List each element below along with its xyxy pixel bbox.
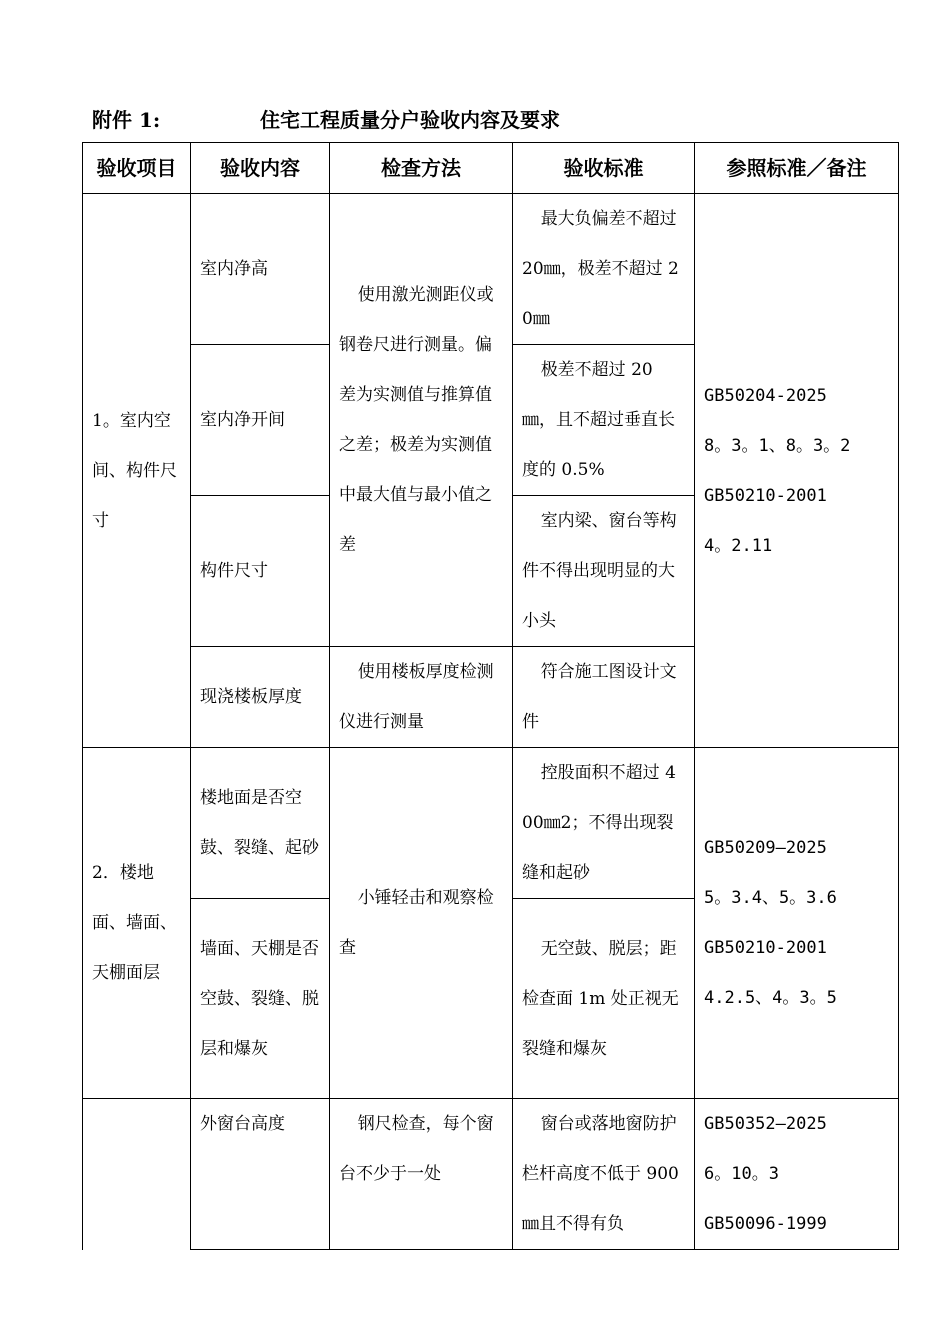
section1-reference-4: 4。2.11 <box>704 535 773 556</box>
section3-reference-3: GB50096-1999 <box>704 1214 827 1234</box>
section1-standard-3-cell <box>513 496 695 647</box>
section2-standard-1-cell <box>513 748 695 899</box>
section3-item-cell <box>83 1099 191 1250</box>
section3-reference-1: GB50352—2025 <box>704 1114 827 1134</box>
section1-reference-cell <box>695 194 899 748</box>
inspection-table <box>82 142 899 1250</box>
section1-method-4: 使用楼板厚度检测仪进行测量 <box>339 662 494 732</box>
column-header-reference: 参照标准／备注 <box>695 143 899 194</box>
section1-item-cell <box>83 194 191 748</box>
section1-reference-1: GB50204-2025 <box>704 385 827 406</box>
table-header-row <box>83 143 899 194</box>
section1-standard-4: 符合施工图设计文件 <box>522 662 677 732</box>
section2-reference-2: 5。3.4、5。3.6 <box>704 888 837 908</box>
column-header-method: 检查方法 <box>330 143 513 194</box>
section1-content-1: 室内净高 <box>191 194 330 345</box>
section1-standard-1: 最大负偏差不超过 20㎜，极差不超过 20㎜ <box>522 209 679 329</box>
column-header-content: 验收内容 <box>191 143 330 194</box>
section2-reference-cell <box>695 748 899 1099</box>
section1-shared-method: 使用激光测距仪或钢卷尺进行测量。偏差为实测值与推算值之差；极差为实测值中最大值与最小值之差 <box>339 285 494 555</box>
section1-reference-3: GB50210-2001 <box>704 485 827 506</box>
section2-item: 2．楼地面、墙面、天棚面层 <box>92 863 177 983</box>
section2-standard-1: 控股面积不超过 400㎜2；不得出现裂缝和起砂 <box>522 763 676 883</box>
section3-standard: 窗台或落地窗防护栏杆高度不低于 900㎜且不得有负 <box>522 1114 679 1234</box>
section2-standard-2: 无空鼓、脱层；距检查面 1m 处正视无裂缝和爆灰 <box>522 938 679 1059</box>
section3-reference-2: 6。10。3 <box>704 1164 779 1184</box>
section2-content-2: 墙面、天棚是否空鼓、裂缝、脱层和爆灰 <box>191 899 330 1099</box>
page-title: 住宅工程质量分户验收内容及要求 <box>260 108 560 132</box>
table-row <box>83 748 899 899</box>
section2-method: 小锤轻击和观察检查 <box>339 888 494 958</box>
section1-standard-4-cell <box>513 647 695 748</box>
section1-method-4-cell <box>330 647 513 748</box>
section1-standard-1-cell <box>513 194 695 345</box>
section2-content-1: 楼地面是否空鼓、裂缝、起砂 <box>191 748 330 899</box>
section2-standard-2-cell <box>513 899 695 1099</box>
section3-method-cell <box>330 1099 513 1250</box>
section1-standard-2-cell <box>513 345 695 496</box>
section1-content-2: 室内净开间 <box>191 345 330 496</box>
section1-standard-3: 室内梁、窗台等构件不得出现明显的大小头 <box>522 511 677 631</box>
section2-item-cell <box>83 748 191 1099</box>
attachment-label: 附件 1: <box>92 108 161 132</box>
section3-content: 外窗台高度 <box>191 1099 330 1250</box>
section1-shared-method-cell <box>330 194 513 647</box>
column-header-standard: 验收标准 <box>513 143 695 194</box>
section2-reference-4: 4.2.5、4。3。5 <box>704 988 837 1008</box>
table-row <box>83 1099 899 1250</box>
section1-item: 1。室内空间、构件尺寸 <box>92 410 177 531</box>
section3-standard-cell <box>513 1099 695 1250</box>
section2-reference-1: GB50209—2025 <box>704 838 827 858</box>
section2-method-cell <box>330 748 513 1099</box>
section1-content-4: 现浇楼板厚度 <box>191 647 330 748</box>
section2-reference-3: GB50210-2001 <box>704 938 827 958</box>
section3-reference-cell <box>695 1099 899 1250</box>
column-header-item: 验收项目 <box>83 143 191 194</box>
section1-reference-2: 8。3。1、8。3。2 <box>704 435 851 456</box>
section1-content-3: 构件尺寸 <box>191 496 330 647</box>
section1-standard-2: 极差不超过 20㎜，且不超过垂直长度的 0.5% <box>522 360 675 480</box>
page-header <box>92 100 892 136</box>
table-row <box>83 194 899 345</box>
section3-method: 钢尺检查，每个窗台不少于一处 <box>339 1114 494 1184</box>
